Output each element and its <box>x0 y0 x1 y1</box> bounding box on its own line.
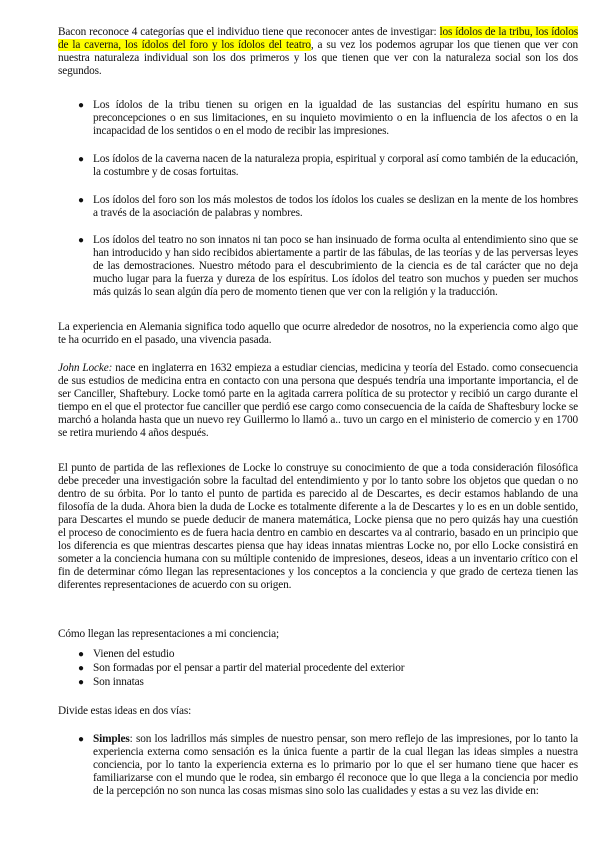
locke-paragraph <box>58 362 578 440</box>
idol-item-caverna <box>78 153 578 179</box>
bullet-icon: ● <box>78 195 84 206</box>
intro-paragraph <box>58 26 578 78</box>
bullet-icon: ● <box>78 734 84 745</box>
idol-text: Los ídolos del teatro no son innatos ni tan poco se han insinuado de forma oculta al entendimiento sino que se han introducido y han sido recibidos abiertamente a partir de las fábulas, de las teorías y de las perversas leyes de las demostraciones. Nuestro método para el descubrimiento de la ciencia es de tal carácter que no deja mucho lugar para la fuerza y dureza de los espíritus. Los ídolos del teatro son muchos y pueden ser muchos más quizás lo sean algún día pero de momento tienen que ver con la religión y la traducción. <box>93 234 578 298</box>
simples-description: : son los ladrillos más simples de nuestro pensar, son mero reflejo de las impresiones, por lo tanto la experiencia externa como sensación es la única fuente a partir de la cual llegan las ideas simples a nuestra conciencia, por lo tanto la experiencia externa es lo primario por lo que el ser humano tiene que hacer es familiarizarse con el mundo que le rodea, sin embargo él reconoce que lo que llega a la conciencia por medio de la percepción no son nunca las cosas mismas sino solo las cualidades y estas a su vez las divide en: <box>93 733 578 797</box>
bullet-icon: ● <box>78 235 84 246</box>
origin-text: Vienen del estudio <box>93 648 175 660</box>
origin-text: Son formadas por el pensar a partir del material procedente del exterior <box>93 662 405 674</box>
origin-text: Son innatas <box>93 676 144 688</box>
idol-text: Los ídolos del foro son los más molestos de todos los ídolos los cuales se deslizan en la mente de los hombres a través de la asociación de palabras y nombres. <box>93 194 578 219</box>
intro-text-continued: , a su vez los podemos agrupar los que tienen que ver con nuestra naturaleza individual son los dos primeros y los que tienen que ver con la naturaleza social son los dos segundos. <box>58 39 578 77</box>
simples-item <box>78 733 578 798</box>
origin-item <box>78 662 578 675</box>
simples-term: Simples <box>93 733 130 745</box>
bullet-icon: ● <box>78 663 84 674</box>
bullet-icon: ● <box>78 649 84 660</box>
idol-item-foro <box>78 194 578 220</box>
bullet-icon: ● <box>78 154 84 165</box>
highlighted-idols: los ídolos de la tribu, los ídolos de la caverna, los ídolos del foro y los ídolos del teatro <box>58 26 578 51</box>
idol-text: Los ídolos de la tribu tienen su origen en la igualdad de las sustancias del espíritu humano en sus preconcepciones o en sus limitaciones, en su inquieto movimiento o en la influencia de los afectos o en la incapacidad de los sentidos o en el modo de recibir las impresiones. <box>93 99 578 137</box>
locke-name: John Locke: <box>58 362 113 374</box>
origin-item <box>78 676 578 689</box>
origin-item <box>78 648 578 661</box>
idol-item-teatro <box>78 234 578 299</box>
divide-line: Divide estas ideas en dos vías: <box>58 705 192 717</box>
question-line: Cómo llegan las representaciones a mi conciencia; <box>58 628 280 640</box>
bullet-icon: ● <box>78 677 84 688</box>
locke-bio: nace en inglaterra en 1632 empieza a estudiar ciencias, medicina y teoría del Estado. como consecuencia de sus estudios de medicina entra en contacto con una persona que después tendría una importante importancia, el de ser Canciller, Shaftebury. Locke tomó parte en la agitada carrera política de su protector y recibió un cargo durante el tiempo en el que el protector fue canciller que perdió ese cargo como consecuencia de la caída de Shaftesbury locke se marchó a holanda hasta que un nuevo rey Guillermo lo llamó a.. tuvo un cargo en el ministerio de comercio y en 1700 se retira muriendo 4 años después. <box>58 362 578 439</box>
idol-item-tribu <box>78 99 578 138</box>
punto-partida-paragraph: El punto de partida de las reflexiones de Locke lo construye su conocimiento de que a toda consideración filosófica debe preceder una investigación sobre la facultad del entendimiento y por lo tanto sobre los objetos que quedan o no dentro de su órbita. Por lo tanto el punto de partida es parecido al de Descartes, es decir estamos hablando de una filosofía de la duda. Ahora bien la duda de Locke es totalmente diferente a la de Descartes y lo es en un doble sentido, para Descartes el mundo se puede deducir de manera matemática, Locke piensa que no pero quizás hay una cuestión el proceso de conocimiento es de fuera hacia dentro en cambio en descartes va al contrario, basado en un principio que los diferencia es que mientras descartes piensa que hay ideas innatas mientras Locke no, por ello Locke consistirá en someter a la conciencia humana con su múltiple contenido de impresiones, deseos, ideas a un inventario crítico con el fin de determinar cómo llegan las representaciones y los conceptos a la conciencia y que grado de certeza tienen las diferentes representaciones de acuerdo con su origen. <box>58 462 578 591</box>
idol-text: Los ídolos de la caverna nacen de la naturaleza propia, espiritual y corporal así como también de la educación, la costumbre y de cosas fortuitas. <box>93 153 578 178</box>
intro-text: Bacon reconoce 4 categorías que el individuo tiene que reconocer antes de investigar: <box>58 26 440 38</box>
bullet-icon: ● <box>78 100 84 111</box>
simples-text <box>93 733 578 798</box>
experiencia-paragraph: La experiencia en Alemania significa todo aquello que ocurre alrededor de nosotros, no la experiencia como algo que te ha ocurrido en el pasado, una vivencia pasada. <box>58 321 578 346</box>
